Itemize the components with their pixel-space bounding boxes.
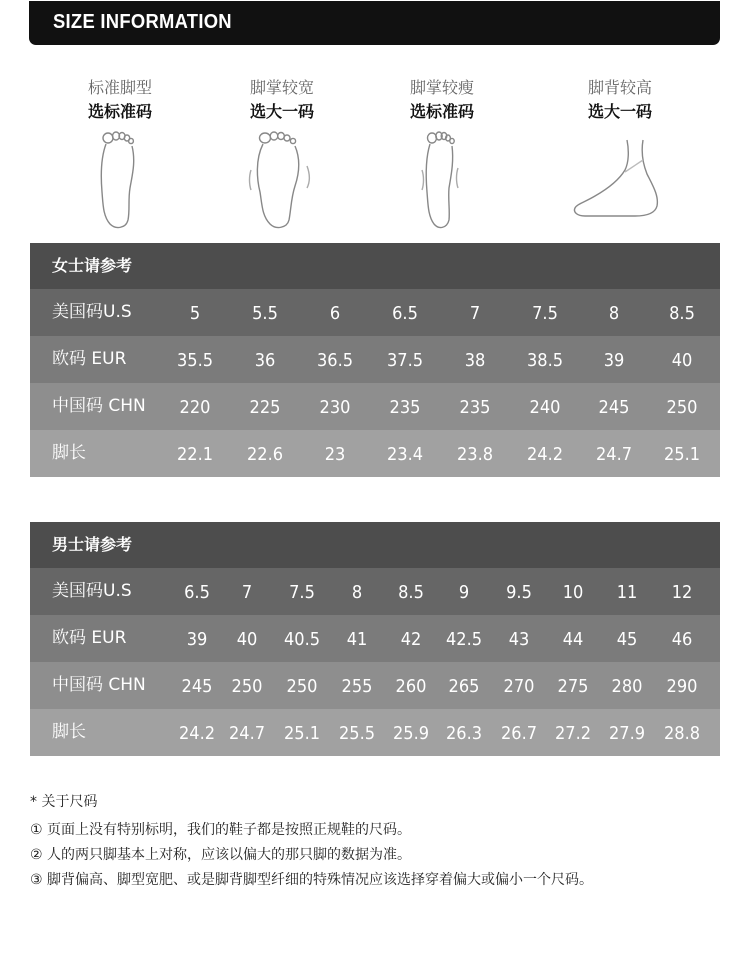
table-row [30, 289, 720, 336]
table-cell: 250 [231, 676, 263, 697]
foot-type-high-instep [540, 76, 700, 230]
foot-type-narrow [362, 76, 522, 230]
table-cell: 6.5 [184, 582, 210, 603]
table-cell: 22.1 [176, 444, 214, 465]
table-row [30, 662, 720, 709]
row-label: 欧码 EUR [52, 349, 127, 369]
table-cell: 8 [351, 582, 363, 603]
table-cell: 24.7 [595, 444, 633, 465]
table-cell: 225 [249, 397, 281, 418]
table-cell: 9.5 [506, 582, 532, 603]
table-cell: 23.8 [456, 444, 494, 465]
header-title: SIZE INFORMATION [53, 11, 232, 33]
size-info-header [29, 1, 720, 45]
table-cell: 27.2 [554, 723, 592, 744]
table-cell: 9 [458, 582, 470, 603]
table-cell: 8 [608, 303, 620, 324]
foot-type-standard [40, 76, 200, 230]
table-row [30, 568, 720, 615]
table-cell: 25.1 [283, 723, 321, 744]
table-cell: 8.5 [669, 303, 695, 324]
table-cell: 280 [611, 676, 643, 697]
table-cell: 6 [329, 303, 341, 324]
row-label: 脚长 [52, 443, 86, 463]
foot-type-caption: 脚掌较宽 [249, 78, 314, 97]
table-cell: 26.3 [445, 723, 483, 744]
table-cell: 290 [666, 676, 698, 697]
note-line: ③ 脚背偏高、脚型宽肥、或是脚背脚型纤细的特殊情况应该选择穿着偏大或偏小一个尺码。 [30, 872, 593, 888]
table-cell: 23.4 [386, 444, 424, 465]
table-cell: 24.2 [526, 444, 564, 465]
table-cell: 38.5 [526, 350, 564, 371]
size-notes [30, 790, 720, 893]
row-label: 欧码 EUR [52, 628, 127, 648]
table-cell: 10 [562, 582, 584, 603]
foot-type-caption: 脚掌较瘦 [409, 78, 474, 97]
table-cell: 22.6 [246, 444, 284, 465]
table-cell: 26.7 [500, 723, 538, 744]
table-cell: 7.5 [532, 303, 558, 324]
foot-type-advice: 选标准码 [87, 102, 152, 121]
table-cell: 27.9 [608, 723, 646, 744]
table-cell: 240 [529, 397, 561, 418]
table-cell: 37.5 [386, 350, 424, 371]
table-cell: 42 [400, 629, 422, 650]
foot-type-caption: 标准脚型 [87, 78, 152, 97]
row-label: 中国码 CHN [52, 675, 146, 695]
row-label: 中国码 CHN [52, 396, 146, 416]
table-cell: 265 [448, 676, 480, 697]
table-row [30, 709, 720, 756]
table-row [30, 615, 720, 662]
table-cell: 36.5 [316, 350, 354, 371]
foot-type-wide [202, 76, 362, 230]
table-cell: 255 [341, 676, 373, 697]
table-cell: 8.5 [398, 582, 424, 603]
table-cell: 260 [395, 676, 427, 697]
table-cell: 235 [389, 397, 421, 418]
table-cell: 44 [562, 629, 584, 650]
table-cell: 235 [459, 397, 491, 418]
table-cell: 7 [469, 303, 481, 324]
table-cell: 6.5 [392, 303, 418, 324]
table-cell: 24.7 [228, 723, 266, 744]
foot-type-advice: 选大一码 [587, 102, 652, 121]
table-cell: 42.5 [445, 629, 483, 650]
foot-type-advice: 选大一码 [249, 102, 314, 121]
foot-type-advice: 选标准码 [409, 102, 474, 121]
notes-heading: * 关于尺码 [30, 794, 98, 810]
table-cell: 28.8 [663, 723, 701, 744]
women-size-table [30, 243, 720, 477]
table-cell: 245 [598, 397, 630, 418]
table-cell: 25.9 [392, 723, 430, 744]
table-cell: 250 [286, 676, 318, 697]
row-label: 美国码U.S [52, 581, 132, 601]
table-cell: 41 [346, 629, 368, 650]
table-cell: 40.5 [283, 629, 321, 650]
row-label: 美国码U.S [52, 302, 132, 322]
table-row [30, 383, 720, 430]
table-cell: 12 [671, 582, 693, 603]
high-instep-foot-icon [565, 130, 675, 230]
table-cell: 40 [236, 629, 258, 650]
men-size-table [30, 522, 720, 756]
table-row [30, 336, 720, 383]
table-cell: 39 [186, 629, 208, 650]
table-cell: 43 [508, 629, 530, 650]
table-cell: 25.1 [663, 444, 701, 465]
table-cell: 45 [616, 629, 638, 650]
table-cell: 270 [503, 676, 535, 697]
table-cell: 11 [616, 582, 638, 603]
wide-foot-icon [247, 130, 317, 230]
table-cell: 39 [603, 350, 625, 371]
table-cell: 5 [189, 303, 201, 324]
table-cell: 46 [671, 629, 693, 650]
foot-type-caption: 脚背较高 [587, 78, 652, 97]
narrow-foot-icon [412, 130, 472, 230]
table-cell: 25.5 [338, 723, 376, 744]
table-cell: 38 [464, 350, 486, 371]
row-label: 脚长 [52, 722, 86, 742]
table-cell: 35.5 [176, 350, 214, 371]
table-cell: 36 [254, 350, 276, 371]
women-table-title: 女士请参考 [30, 243, 720, 289]
table-cell: 24.2 [178, 723, 216, 744]
table-cell: 40 [671, 350, 693, 371]
foot-sole-icon [90, 130, 150, 230]
table-cell: 230 [319, 397, 351, 418]
table-cell: 7 [241, 582, 253, 603]
table-row [30, 430, 720, 477]
men-table-title: 男士请参考 [30, 522, 720, 568]
table-cell: 7.5 [289, 582, 315, 603]
table-cell: 5.5 [252, 303, 278, 324]
note-line: ② 人的两只脚基本上对称，应该以偏大的那只脚的数据为准。 [30, 847, 411, 863]
note-line: ① 页面上没有特别标明，我们的鞋子都是按照正规鞋的尺码。 [30, 822, 411, 838]
table-cell: 23 [324, 444, 346, 465]
table-cell: 245 [181, 676, 213, 697]
table-cell: 250 [666, 397, 698, 418]
table-cell: 275 [557, 676, 589, 697]
table-cell: 220 [179, 397, 211, 418]
